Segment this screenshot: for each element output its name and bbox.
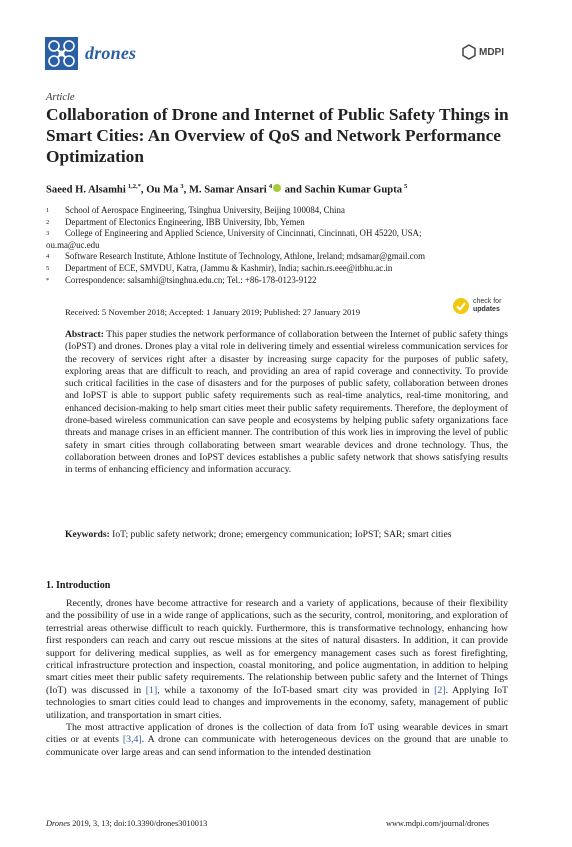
correspondence: * Correspondence: salsamhi@tsinghua.edu.cn; Tel.: +86-178-0123-9122 [46,274,317,285]
author-affiliation-ref: 1,2,* [127,183,141,190]
footer-url[interactable]: www.mdpi.com/journal/drones [386,819,490,828]
author-list [46,183,407,196]
footer-citation: Drones 2019, 3, 13; doi:10.3390/drones3010013 [46,819,208,828]
affiliation-email[interactable]: ou.ma@uc.edu [46,239,100,250]
orcid-icon[interactable] [273,184,281,192]
paragraph: Recently, drones have become attractive for research and a variety of applications, because of their flexibility and the possibility of use in a wide range of applications, such as the security, control, monitoring, and exploration of terrestrial areas otherwise difficult to reach quickly. Furthermore, this is transformative technology, enhancing how first responders can reach and carry out rescue missions at the sites of natural disasters. In addition, it can provide support for delivering medical supplies, as well as for emergency management cases such as forest firefighting, critical infrastructure protection and inspection, coastal monitoring, and police augmentation, in addition to helping smart cities meet their public safety requirements. The relationship between public safety and the Internet of Things (IoT) was discussed in [1], while a taxonomy of the IoT-based smart city was provided in [2]. Applying IoT technologies to smart cities could lead to changes and improvements in the economy, safety, management of public utilization, and transportation in smart cities. [46,598,509,721]
affiliation-item: 2 Department of Electonics Engineering, IBB University, Ibb, Yemen [46,216,305,227]
affiliation-item: 5 Department of ECE, SMVDU, Katra, (Jammu & Kashmir), India; sachin.rs.eee@itbhu.ac.in [46,262,393,273]
paragraph: The most attractive application of drones is the collection of data from IoT using wearable devices in smart cities or at events [3,4]. A drone can communicate with heterogeneous devices on the ground that are unable to communicate over large areas and can send information to the intended destination [46,722,509,758]
affiliation-item: 3 College of Engineering and Applied Science, University of Cincinnati, Cincinnati, OH 45220, USA; [46,228,422,239]
citation-link[interactable]: [3,4] [122,734,142,746]
keywords-text: IoT; public safety network; drone; emergency communication; IoPST; SAR; smart cities [109,529,452,540]
publisher-logo [462,44,504,60]
check-updates-line2: updates [473,306,500,313]
keywords-label: Keywords: [65,529,110,540]
citation-link[interactable]: [2] [434,684,446,696]
check-updates-line1: check for [473,298,502,305]
mdpi-hexagon-icon [462,44,476,60]
journal-logo [45,37,136,70]
article-title: Collaboration of Drone and Internet of Public Safety Things in Smart Cities: An Overview of QoS and Network Performance Optimization [46,105,509,166]
check-for-updates-badge[interactable] [452,297,501,315]
abstract [65,329,508,477]
author-name: Ou Ma [146,184,179,196]
affiliation-item: 1 School of Aerospace Engineering, Tsinghua University, Beijing 100084, China [46,205,345,215]
author-affiliation-ref: 3 [180,183,184,190]
drone-quad-icon [45,37,78,70]
affiliation-item: 4 Software Research Institute, Athlone Institute of Technology, Athlone, Ireland; mdsamar@gmail.com [46,251,425,262]
author-separator: and [282,184,305,196]
author-separator: , [140,184,147,196]
affiliation-list [46,205,516,286]
author-separator: , [183,184,189,196]
check-updates-icon [452,297,470,315]
footer-journal: Drones [46,819,71,828]
keywords [65,529,515,540]
citation-link[interactable]: [1] [145,684,158,696]
body-text [46,598,508,759]
article-type: Article [46,92,75,103]
author-name: Sachin Kumar Gupta [304,184,403,196]
abstract-text: This paper studies the network performance of collaboration between the Internet of public safety things (IoPST) and drones. Drones play a vital role in delivering timely and essential wireless communication services for the recovery of services right after a disaster by increasing surge capacity for the purposes of public safety, exploring areas that are difficult to reach, and providing an area of rapid coverage and connectivity. To provide such critical facilities in the case of disasters and for the purposes of public safety, collaboration between drones and IoPST is able to support public safety requirements such as real-time analytics, real-time monitoring, and enhanced decision-making to help smart cities meet their public safety requirements. Therefore, the deployment of drone-based wireless communication can save people and ecosystems by helping public safety organizations face threats and manage crises in an efficient manner. The contribution of this work lies in improving the level of public safety in smart cities through collaborating between smart wearable devices and drone technology. Thus, the collaboration between drones and IoPST devices establishes a public safety network that shows satisfying results in terms of enhancing efficiency and information accuracy. [65,329,508,476]
author-name: M. Samar Ansari [188,184,267,196]
publisher-name: MDPI [479,46,504,58]
abstract-label: Abstract: [65,329,104,340]
publication-dates: Received: 5 November 2018; Accepted: 1 January 2019; Published: 27 January 2019 [65,307,361,317]
section-heading: 1. Introduction [46,580,111,591]
journal-name: drones [85,43,137,63]
author-name: Saeed H. Alsamhi [46,184,126,196]
author-affiliation-ref: 5 [404,183,408,190]
author-affiliation-ref: 4 [268,183,273,190]
